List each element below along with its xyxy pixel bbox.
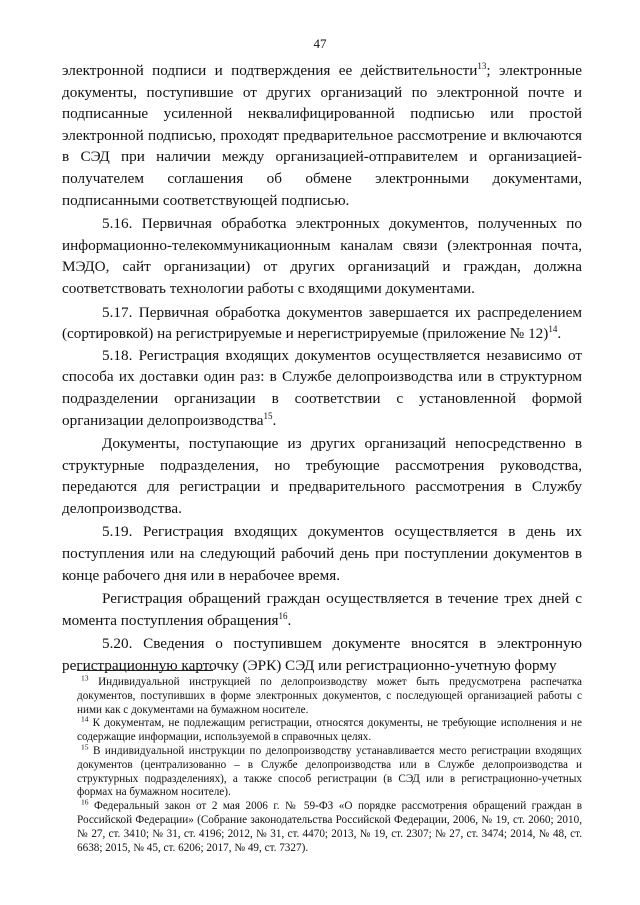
footnote-ref-15[interactable]: 15 — [263, 410, 273, 421]
footnote-15-text: В индивидуальной инструкции по делопроизводству устанавливается место регистрации входящих документов (централизованно – в Службе делопроизводства или в Службе делопроизводства и структурных подразделениях), а также способ регистрации (в СЭД или в регистрационно-учетных формах на бумажном носителе). — [77, 744, 582, 799]
paragraph-5-18-tail: . — [272, 411, 277, 429]
footnote-separator — [77, 670, 213, 671]
footnote-15 — [77, 742, 582, 800]
paragraph-citizens — [62, 588, 582, 631]
footnote-13-number: 13 — [81, 673, 89, 683]
paragraph-1-text: электронной подписи и подтверждения ее действительности — [62, 62, 478, 79]
footnote-13-text: Индивидуальной инструкцией по делопроизводству может быть предусмотрена распечатка документов, поступивших в форме электронных документов, с последующей организацией работы с ними как с документами на бумажном носителе. — [77, 676, 582, 716]
paragraph-5-17-text: 5.17. Первичная обработка документов завершается их распределением (сортировкой) на регистрируемые и нерегистрируемые (приложение № 12) — [62, 303, 582, 343]
footnote-ref-14[interactable]: 14 — [548, 324, 558, 335]
paragraph-citizens-text: Регистрация обращений граждан осуществляется в течение трех дней с момента поступления обращения — [62, 590, 582, 629]
main-text — [62, 60, 582, 677]
paragraph-5-17 — [62, 302, 582, 345]
footnote-15-number: 15 — [81, 742, 89, 752]
paragraph-5-18-text: 5.18. Регистрация входящих документов осуществляется независимо от способа их доставки один раз: в Службе делопроизводства или в структурном подразделении организации в соответствии с установленной формой организации делопроизводства — [62, 346, 582, 429]
footnote-16-text: Федеральный закон от 2 мая 2006 г. № 59-ФЗ «О порядке рассмотрения обращений граждан в Российской Федерации» (Собрание законодательства Российской Федерации, 2006, № 19, ст. 2060; 2010, № 27, ст. 3410; № 31, ст. 4196; 2012, № 31, ст. 4470; 2013, № 19, ст. 2307; № 27, ст. 3474; 2014, № 48, ст. 6638; 2015, № 45, ст. 6206; 2017, № 49, ст. 7327). — [77, 800, 582, 854]
paragraph-5-16: 5.16. Первичная обработка электронных документов, полученных по информационно-телекоммуникационным каналам связи (электронная почта, МЭДО, сайт организации) от других организаций и граждан, должна соответствовать технологии работы с входящими документами. — [62, 215, 582, 297]
paragraph-citizens-tail: . — [287, 611, 292, 629]
footnote-16 — [77, 797, 582, 855]
paragraph-5-19: 5.19. Регистрация входящих документов осуществляется в день их поступления или на следующий рабочий день при поступлении документов в конце рабочего дня или в нерабочее время. — [62, 523, 582, 584]
paragraph-5-18 — [62, 345, 582, 431]
paragraph-documents: Документы, поступающие из других организаций непосредственно в структурные подразделения, но требующие рассмотрения руководства, передаются для регистрации и предварительного рассмотрения в Службу делопроизводства. — [62, 435, 582, 517]
footnote-14 — [77, 714, 582, 745]
page-number: 47 — [313, 36, 327, 51]
paragraph-5-17-tail: . — [557, 325, 562, 343]
footnotes — [77, 673, 582, 855]
paragraph-1-tail: ; электронные документы, поступившие от других организаций по электронной почте и подписанные усиленной неквалифицированной подписью или простой электронной подписью, проходят предварительное рассмотрение и включаются в СЭД при наличии между организацией-отправителем и организацией-получателем соглашения об обмене электронными документами, подписанными соответствующей подписью. — [62, 62, 582, 209]
footnote-ref-16[interactable]: 16 — [278, 610, 288, 621]
paragraph-5-20: 5.20. Сведения о поступившем документе вносятся в электронную регистрационную карточку (ЭРК) СЭД или регистрационно-учетную форму — [62, 635, 582, 675]
footnote-16-number: 16 — [81, 797, 89, 807]
footnote-ref-13[interactable]: 13 — [477, 60, 487, 71]
paragraph-1 — [62, 60, 582, 211]
footnote-13 — [77, 673, 582, 717]
footnote-14-number: 14 — [81, 714, 89, 724]
footnote-14-text: К документам, не подлежащим регистрации, относятся документы, не требующие исполнения и не содержащие информации, используемой в справочных целях. — [77, 717, 582, 744]
